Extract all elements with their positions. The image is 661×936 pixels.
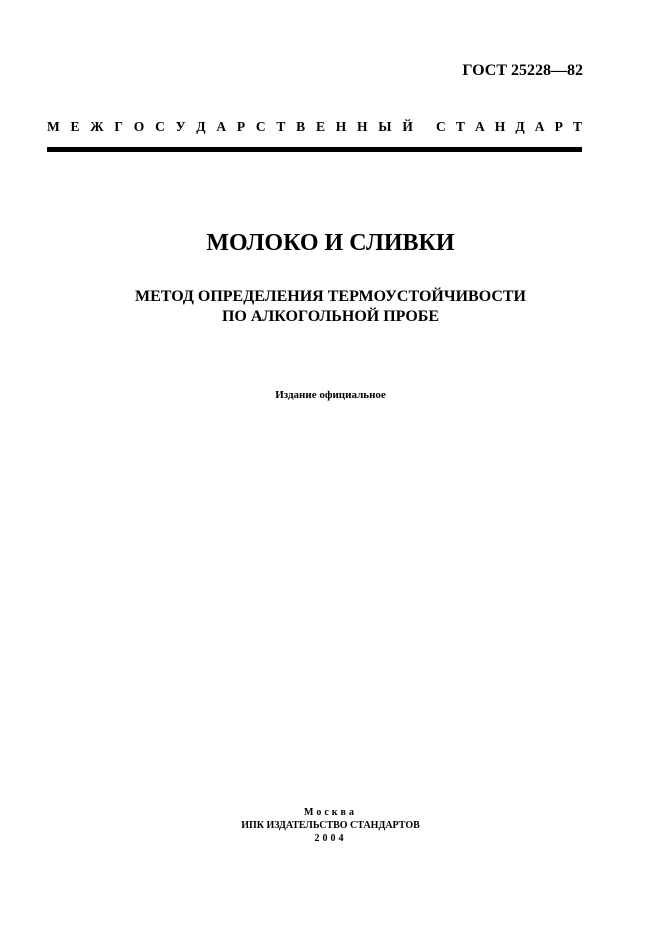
document-title: МОЛОКО И СЛИВКИ (206, 230, 455, 256)
heading-letter: Р (554, 119, 563, 134)
imprint-year: 2004 (314, 833, 347, 844)
heading-letter: М (47, 119, 60, 134)
heading-letter: В (296, 119, 306, 134)
heading-letter: О (133, 119, 145, 134)
imprint (0, 806, 661, 845)
heading-letter: Ж (90, 119, 104, 134)
heading-letter: Т (276, 119, 286, 134)
heading-letter: С (155, 119, 165, 134)
heading-letter: Н (494, 119, 506, 134)
heading-letter: Т (572, 119, 582, 134)
heading-letter: А (534, 119, 545, 134)
heading-letter: Е (315, 119, 325, 134)
heading-letter: С (436, 119, 446, 134)
interstate-standard-heading (47, 119, 582, 135)
gost-code: ГОСТ 25228—82 (462, 62, 583, 79)
heading-letter: Р (236, 119, 246, 134)
heading-divider (47, 147, 582, 152)
interstate-word-2 (436, 119, 582, 135)
heading-letter: Н (357, 119, 368, 134)
heading-letter: Д (515, 119, 525, 134)
heading-letter: Д (196, 119, 206, 134)
heading-letter: А (216, 119, 227, 134)
heading-letter: Н (335, 119, 347, 134)
interstate-word-1 (47, 119, 413, 135)
imprint-publisher: ИПК ИЗДАТЕЛЬСТВО СТАНДАРТОВ (241, 820, 420, 831)
heading-letter: Ы (378, 119, 392, 134)
document-subtitle (0, 287, 661, 327)
heading-letter: Г (114, 119, 124, 134)
imprint-city: Москва (304, 807, 357, 818)
heading-letter: У (175, 119, 186, 134)
heading-letter: Е (70, 119, 80, 134)
subtitle-line-1: МЕТОД ОПРЕДЕЛЕНИЯ ТЕРМОУСТОЙЧИВОСТИ (134, 288, 526, 305)
edition-note: Издание официальное (275, 389, 386, 401)
heading-letter: Т (455, 119, 465, 134)
heading-letter: С (255, 119, 266, 134)
subtitle-line-2: ПО АЛКОГОЛЬНОЙ ПРОБЕ (221, 308, 440, 325)
heading-letter: Й (402, 119, 413, 134)
heading-letter: А (474, 119, 485, 134)
